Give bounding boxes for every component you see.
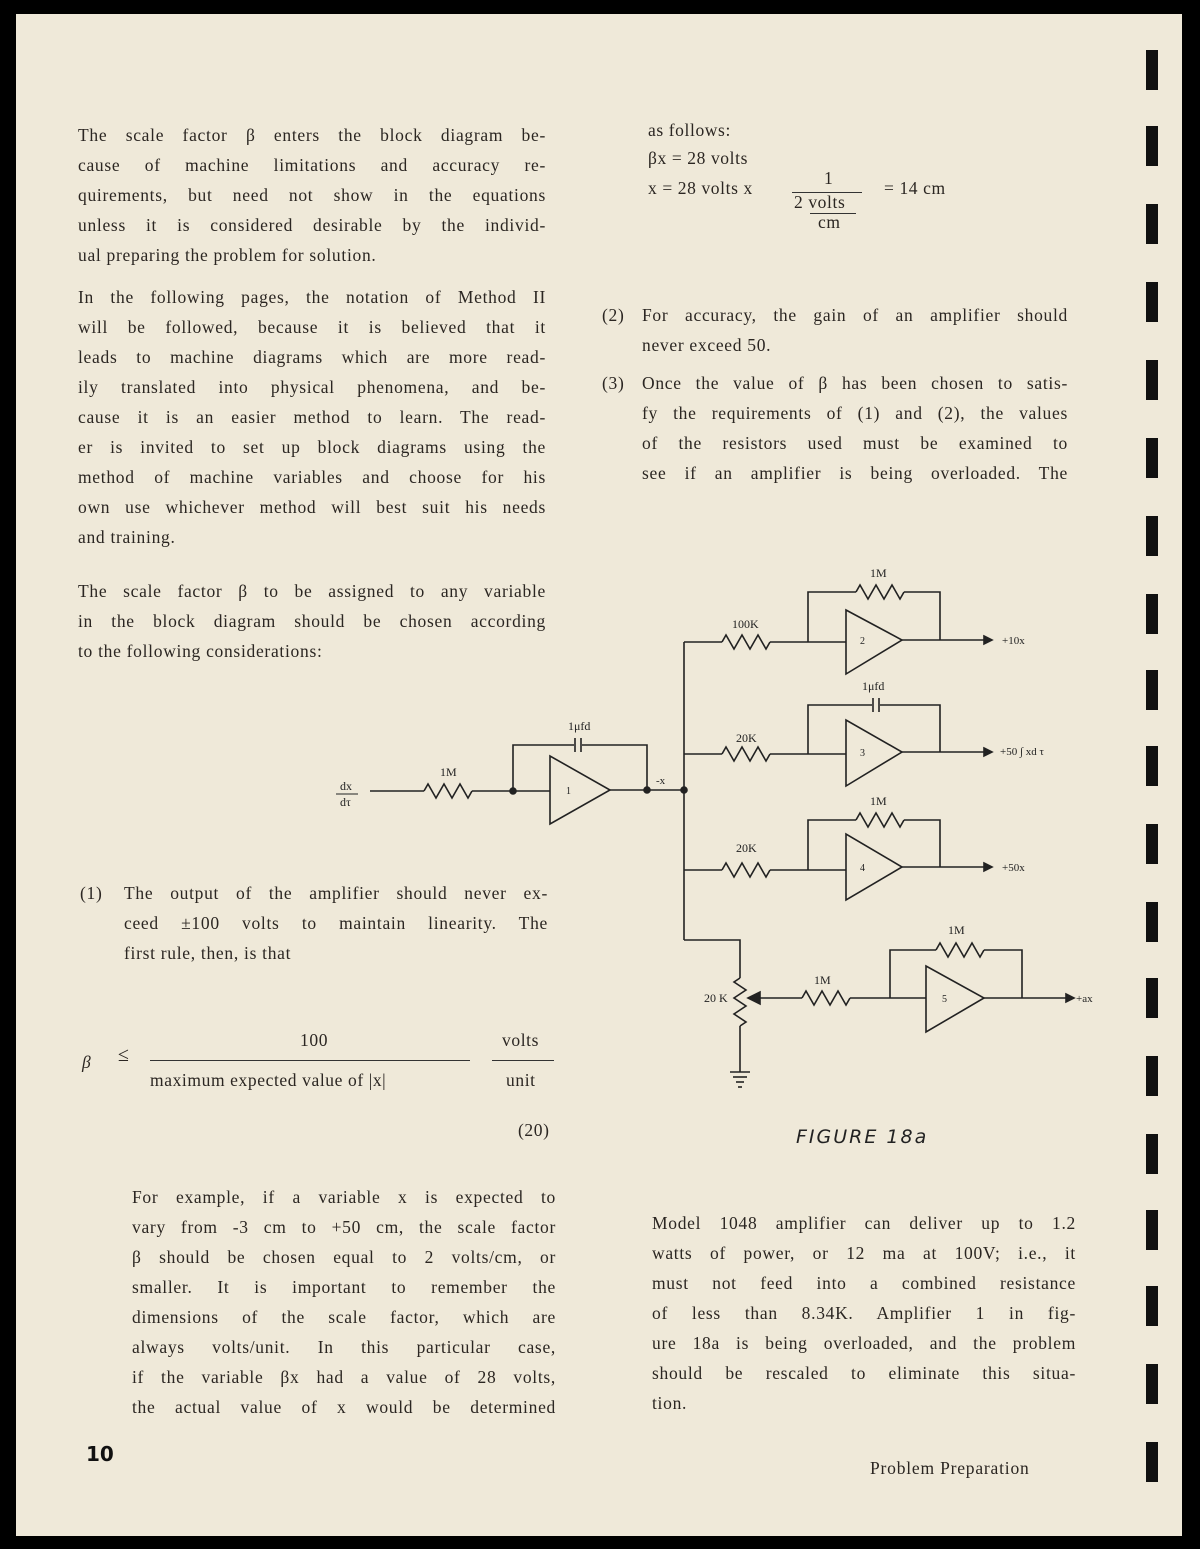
text-line: smaller. It is important to remember the: [132, 1277, 556, 1297]
binder-hole: [1146, 670, 1158, 710]
text-line: should be rescaled to eliminate this situa-: [652, 1363, 1076, 1383]
binder-hole: [1146, 126, 1158, 166]
capacitor-1-label: 1μfd: [568, 719, 591, 733]
binder-hole: [1146, 594, 1158, 634]
wire: [684, 940, 740, 978]
equation-x-denominator-top: 2 volts: [794, 192, 846, 212]
text-line: tion.: [652, 1393, 688, 1413]
text-line: leads to machine diagrams which are more read-: [78, 347, 546, 367]
list-number: (2): [602, 305, 625, 325]
text-line: if the variable βx had a value of 28 volts,: [132, 1367, 556, 1387]
text-line: β should be chosen equal to 2 volts/cm, or: [132, 1247, 556, 1267]
list-number: (3): [602, 373, 625, 393]
text-line: er is invited to set up block diagrams using the: [78, 437, 546, 457]
resistor-r1: [424, 784, 472, 798]
binder-hole: [1146, 282, 1158, 322]
resistor-20k-b-label: 20K: [736, 841, 757, 855]
feedback-wire: [582, 745, 647, 790]
binder-hole: [1146, 1442, 1158, 1482]
text-line: fy the requirements of (1) and (2), the values: [642, 403, 1068, 423]
formula-beta: β: [82, 1052, 92, 1072]
text-line: unless it is considered desirable by the individ-: [78, 215, 546, 235]
arrow-head: [1066, 994, 1074, 1002]
equation-number: (20): [518, 1120, 550, 1140]
text-line: of less than 8.34K. Amplifier 1 in fig-: [652, 1303, 1076, 1323]
binder-hole: [1146, 746, 1158, 786]
text-line: ure 18a is being overloaded, and the problem: [652, 1333, 1076, 1353]
text-line: and training.: [78, 527, 176, 547]
list-number: (1): [80, 883, 103, 903]
text-line: first rule, then, is that: [124, 943, 292, 963]
output-2-label: +10x: [1002, 635, 1025, 647]
binder-hole: [1146, 902, 1158, 942]
amplifier-2: [846, 610, 902, 674]
text-line: see if an amplifier is being overloaded. The: [642, 463, 1068, 483]
binder-hole: [1146, 516, 1158, 556]
text-line: ceed ±100 volts to maintain linearity. The: [124, 913, 548, 933]
resistor-r5-fb-label: 1M: [948, 923, 965, 937]
figure-caption: FIGURE 18a: [796, 1126, 929, 1148]
arrow-head: [984, 636, 992, 644]
feedback-wire: [904, 820, 940, 867]
potentiometer-label: 20 K: [704, 991, 728, 1005]
formula-numerator: 100: [300, 1030, 329, 1050]
page-number: 10: [86, 1442, 114, 1466]
text-line: method of machine variables and choose for his: [78, 467, 546, 487]
binder-hole: [1146, 824, 1158, 864]
input-derivative-num: dx: [340, 779, 352, 793]
binder-hole: [1146, 204, 1158, 244]
resistor-r1-label: 1M: [440, 765, 457, 779]
text-line: Model 1048 amplifier can deliver up to 1.2: [652, 1213, 1076, 1233]
text-line: the actual value of x would be determined: [132, 1397, 556, 1417]
amplifier-4: [846, 834, 902, 900]
equation-x-lhs: x = 28 volts x: [648, 178, 753, 198]
equation-x-rhs: = 14 cm: [884, 178, 946, 198]
resistor-r4-fb: [856, 813, 904, 827]
formula-units-numerator: volts: [502, 1030, 540, 1050]
text-line: cause it is an easier method to learn. The read-: [78, 407, 546, 427]
feedback-wire: [808, 592, 856, 642]
text-line: ual preparing the problem for solution.: [78, 245, 377, 265]
text-line: Once the value of β has been chosen to satis-: [642, 373, 1068, 393]
resistor-r4-fb-label: 1M: [870, 794, 887, 808]
text-line: in the block diagram should be chosen according: [78, 611, 546, 631]
text-line: In the following pages, the notation of Method II: [78, 287, 546, 307]
feedback-wire: [890, 950, 936, 998]
formula-leq: ≤: [118, 1044, 130, 1066]
input-derivative-den: dτ: [340, 795, 351, 809]
arrow-head: [984, 863, 992, 871]
binder-hole: [1146, 1286, 1158, 1326]
amplifier-2-label: 2: [860, 636, 865, 647]
text-line: own use whichever method will best suit his needs: [78, 497, 546, 517]
text-line: For example, if a variable x is expected to: [132, 1187, 556, 1207]
text-line: For accuracy, the gain of an amplifier should: [642, 305, 1068, 325]
capacitor-3-label: 1μfd: [862, 679, 885, 693]
text-line: watts of power, or 12 ma at 100V; i.e., it: [652, 1243, 1076, 1263]
feedback-wire: [904, 592, 940, 640]
text-line: vary from -3 cm to +50 cm, the scale factor: [132, 1217, 556, 1237]
node-minus-x-label: -x: [656, 775, 666, 787]
text-line: will be followed, because it is believed that it: [78, 317, 546, 337]
arrow-head: [984, 748, 992, 756]
wiper-arrow: [748, 992, 760, 1004]
text-line: quirements, but need not show in the equations: [78, 185, 546, 205]
binder-hole: [1146, 1134, 1158, 1174]
output-3-label: +50 ∫ xd τ: [1000, 746, 1044, 758]
resistor-100k: [722, 635, 770, 649]
formula-denominator: maximum expected value of |x|: [150, 1070, 387, 1090]
resistor-r2-fb: [856, 585, 904, 599]
feedback-wire: [808, 820, 856, 870]
resistor-20k-a: [722, 747, 770, 761]
text-line: must not feed into a combined resistance: [652, 1273, 1076, 1293]
text-line: The scale factor β enters the block diagram be-: [78, 125, 546, 145]
binder-hole: [1146, 50, 1158, 90]
formula-units-denominator: unit: [506, 1070, 536, 1090]
amplifier-3: [846, 720, 902, 786]
binder-hole: [1146, 1364, 1158, 1404]
resistor-100k-label: 100K: [732, 617, 759, 631]
text-line: cause of machine limitations and accuracy re-: [78, 155, 546, 175]
text-line: never exceed 50.: [642, 335, 772, 355]
text-line: ily translated into physical phenomena, and be-: [78, 377, 546, 397]
amplifier-3-label: 3: [860, 748, 865, 759]
document-page: [16, 14, 1182, 1536]
output-4-label: +50x: [1002, 862, 1025, 874]
binder-hole: [1146, 978, 1158, 1018]
text-line: of the resistors used must be examined to: [642, 433, 1068, 453]
text-line: dimensions of the scale factor, which are: [132, 1307, 556, 1327]
resistor-r5-in: [802, 991, 850, 1005]
resistor-r5-in-label: 1M: [814, 973, 831, 987]
feedback-wire: [984, 950, 1022, 998]
potentiometer: [734, 978, 746, 1026]
resistor-r2-fb-label: 1M: [870, 566, 887, 580]
amplifier-5: [926, 966, 984, 1032]
binder-hole: [1146, 1210, 1158, 1250]
output-5-label: +ax: [1076, 993, 1093, 1005]
resistor-20k-b: [722, 863, 770, 877]
equation-x-numerator: 1: [824, 168, 834, 188]
amplifier-4-label: 4: [860, 863, 865, 874]
paragraph-model-1048: [652, 1208, 1076, 1418]
amplifier-1-label: 1: [566, 786, 571, 797]
running-footer: Problem Preparation: [870, 1458, 1030, 1478]
binder-hole: [1146, 1056, 1158, 1096]
text-line: The output of the amplifier should never ex-: [124, 883, 548, 903]
text-line: to the following considerations:: [78, 641, 323, 661]
resistor-20k-a-label: 20K: [736, 731, 757, 745]
feedback-wire: [513, 745, 574, 791]
binder-hole: [1146, 360, 1158, 400]
binder-hole: [1146, 438, 1158, 478]
amplifier-5-label: 5: [942, 994, 947, 1005]
equation-beta-x: βx = 28 volts: [648, 148, 748, 168]
text-line: always volts/unit. In this particular case,: [132, 1337, 556, 1357]
text-as-follows: as follows:: [648, 120, 731, 140]
equation-x-denominator-bottom: cm: [818, 212, 841, 232]
amplifier-1: [550, 756, 610, 824]
text-line: The scale factor β to be assigned to any variable: [78, 581, 546, 601]
resistor-r5-fb: [936, 943, 984, 957]
